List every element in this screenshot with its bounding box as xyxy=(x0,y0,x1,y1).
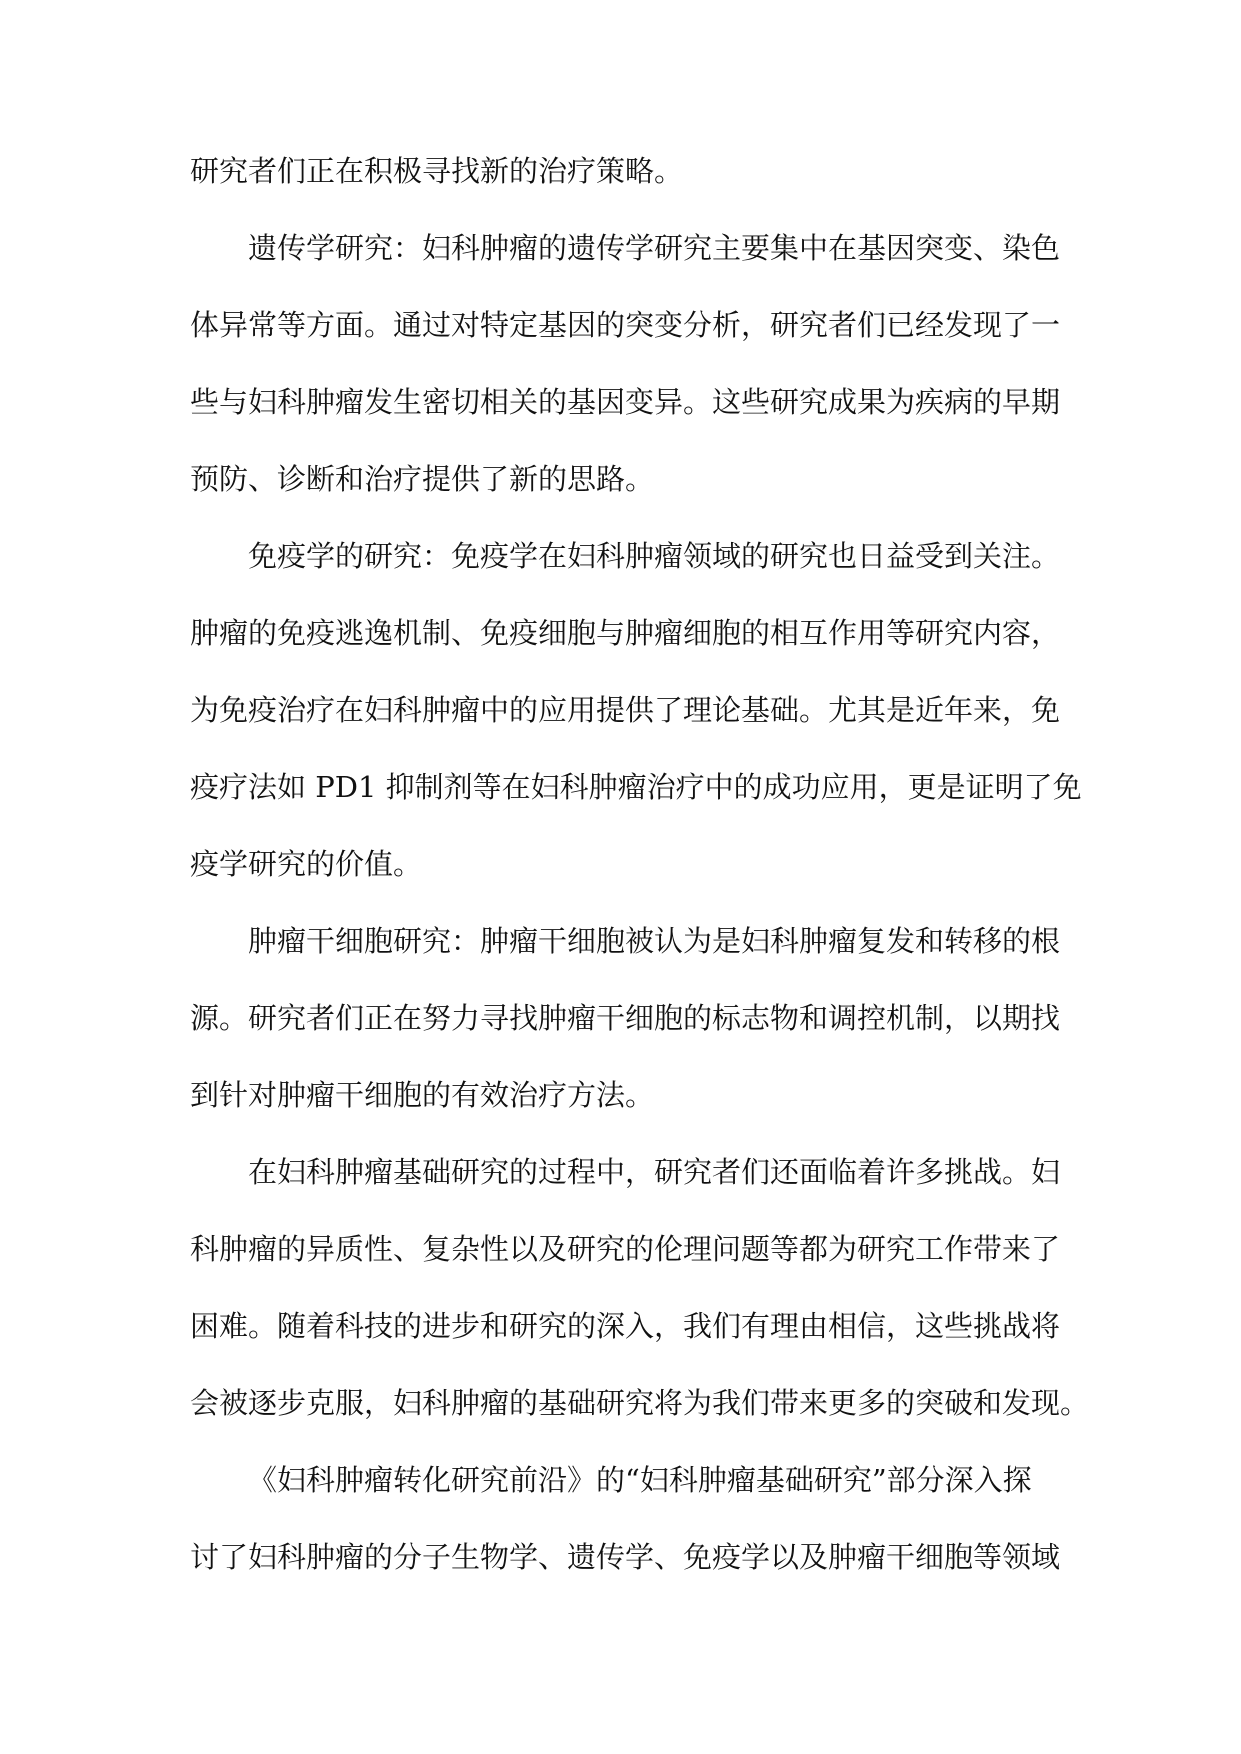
text-line: 源。研究者们正在努力寻找肿瘤干细胞的标志物和调控机制，以期找 xyxy=(190,1001,1061,1035)
text-line: 研究者们正在积极寻找新的治疗策略。 xyxy=(190,154,684,188)
text-line: 为免疫治疗在妇科肿瘤中的应用提供了理论基础。尤其是近年来，免 xyxy=(190,693,1061,727)
text-line: 会被逐步克服，妇科肿瘤的基础研究将为我们带来更多的突破和发现。 xyxy=(190,1386,1090,1420)
paragraph-start-stem-cells: 肿瘤干细胞研究：肿瘤干细胞被认为是妇科肿瘤复发和转移的根 xyxy=(248,924,1061,958)
paragraph-start-challenges: 在妇科肿瘤基础研究的过程中，研究者们还面临着许多挑战。妇 xyxy=(248,1155,1061,1189)
paragraph-start-genetics: 遗传学研究：妇科肿瘤的遗传学研究主要集中在基因突变、染色 xyxy=(248,231,1061,265)
text-line: 疫疗法如 PD1 抑制剂等在妇科肿瘤治疗中的成功应用，更是证明了免 xyxy=(190,770,1082,804)
text-line: 肿瘤的免疫逃逸机制、免疫细胞与肿瘤细胞的相互作用等研究内容， xyxy=(190,616,1061,650)
text-line: 困难。随着科技的进步和研究的深入，我们有理由相信，这些挑战将 xyxy=(190,1309,1061,1343)
paragraph-start-immunology: 免疫学的研究：免疫学在妇科肿瘤领域的研究也日益受到关注。 xyxy=(248,539,1061,573)
paragraph-start-summary: 《妇科肿瘤转化研究前沿》的“妇科肿瘤基础研究”部分深入探 xyxy=(248,1463,1032,1497)
text-line: 预防、诊断和治疗提供了新的思路。 xyxy=(190,462,655,496)
text-line: 体异常等方面。通过对特定基因的突变分析，研究者们已经发现了一 xyxy=(190,308,1061,342)
text-line: 讨了妇科肿瘤的分子生物学、遗传学、免疫学以及肿瘤干细胞等领域 xyxy=(190,1540,1061,1574)
text-line: 些与妇科肿瘤发生密切相关的基因变异。这些研究成果为疾病的早期 xyxy=(190,385,1061,419)
text-line: 到针对肿瘤干细胞的有效治疗方法。 xyxy=(190,1078,655,1112)
text-line: 疫学研究的价值。 xyxy=(190,847,423,881)
text-line: 科肿瘤的异质性、复杂性以及研究的伦理问题等都为研究工作带来了 xyxy=(190,1232,1061,1266)
document-body xyxy=(190,142,1090,1605)
